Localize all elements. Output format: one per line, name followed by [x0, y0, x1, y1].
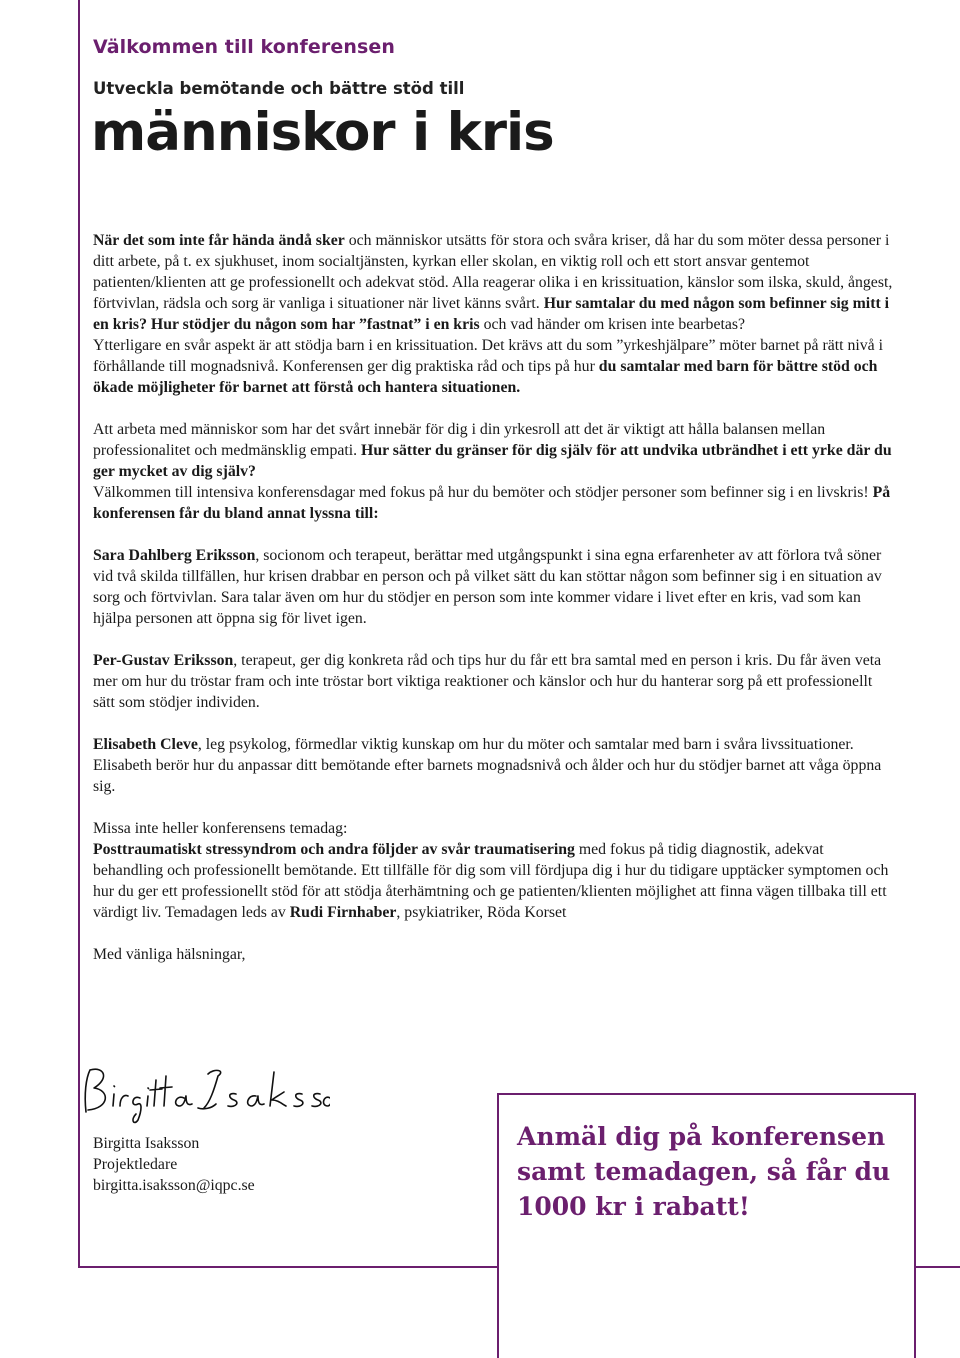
- speaker-sara: [93, 545, 893, 629]
- theme-day-text: med fokus på tidig diagnostik, adekvat behandling och professionellt bemötande. Ett tillfälle för dig som vill fördjupa dig i hur du tidigare upptäcker symptomen och hur du ger ett professionellt stöd för att stödja återhämtning och ge patienten/klienten möjlighet att finna vägen tillbaka till ett värdigt liv. Temadagen leds av: [93, 841, 889, 921]
- theme-day-leader: Rudi Firnhaber: [289, 904, 397, 921]
- subtitle-heading: Utveckla bemötande och bättre stöd till: [93, 79, 465, 98]
- letter-body: [93, 230, 893, 965]
- children-bold: du samtalar med barn för bättre stöd och ökade möjligheter för barnet att förstå och hantera situationen.: [93, 358, 878, 396]
- speaker-name: Per-Gustav Eriksson: [93, 652, 234, 669]
- theme-day-intro: Missa inte heller konferensens temadag:: [93, 820, 348, 837]
- speaker-name: Elisabeth Cleve: [93, 736, 198, 753]
- children-paragraph: [93, 335, 893, 398]
- balance-bold: Hur sätter du gränser för dig själv för att undvika utbrändhet i ett yrke där du ger mycket av dig själv?: [93, 442, 892, 480]
- intro-question-2-rest: och vad händer om krisen inte bearbetas?: [479, 316, 746, 333]
- speaker-description: , leg psykolog, förmedlar viktig kunskap om hur du möter och samtalar med barn i svåra livssituationer. Elisabeth berör hur du anpassar ditt bemötande efter barnets mognadsnivå och ålder och hur du stödjer barnet att våga öppna sig.: [93, 736, 882, 795]
- balance-paragraph: [93, 419, 893, 482]
- theme-day-topic: Posttraumatiskt stressyndrom och andra följder av svår traumatisering: [93, 841, 575, 858]
- speaker-elisabeth: [93, 734, 893, 797]
- speaker-name: Sara Dahlberg Eriksson: [93, 547, 256, 564]
- page-title: människor i kris: [91, 102, 554, 163]
- closing-greeting: Med vänliga hälsningar,: [93, 946, 246, 963]
- theme-day-paragraph: [93, 839, 893, 923]
- speaker-description: , socionom och terapeut, berättar med utgångspunkt i sina egna erfarenheter av att förlora två söner vid två skilda tillfällen, hur krisen drabbar en person och på vilket sätt du kan stöttar någon som befinner sig i en situation av sorg och förtvivlan. Sara talar även om hur du stödjer en person som inte kommer vidare i livet efter en kris, vad som kan hjälpa personen att öppna sig för livet igen.: [93, 547, 882, 627]
- theme-day-leader-role: , psykiatriker, Röda Korset: [396, 904, 567, 921]
- intro-question-2: Hur stödjer du någon som har ”fastnat” i en kris: [146, 316, 480, 333]
- speaker-description: , terapeut, ger dig konkreta råd och tips hur du får ett bra samtal med en person i kris. Du får även veta mer om hur du tröstar fram och inte tröstar bort viktiga reaktioner och känslor och hur du hanterar sorg på ett professionellt sätt som stödjer individen.: [93, 652, 882, 711]
- sender-email: birgitta.isaksson@iqpc.se: [93, 1177, 255, 1194]
- children-text: Ytterligare en svår aspekt är att stödja barn i en krissituation. Det krävs att du som ”yrkeshjälpare” möter barnet på rätt nivå i förhållande till mognadsnivå. Konferensen ger dig praktiska råd och tips på hur: [93, 337, 884, 375]
- intro-text: och människor utsätts för stora och svåra kriser, då har du som möter dessa personer i ditt arbete, på t. ex sjukhuset, inom socialtjänsten, kyrkan eller skolan, en viktig roll och ett stort ansvar gentemot patienten/klienten att ge professionellt och adekvat stöd. Alla reagerar olika i en krissituation, känslor som ilska, skuld, ångest, förtvivlan, rädsla och sorg är vanliga i situationer när livet känns svårt.: [93, 232, 893, 312]
- discount-promo-box: [497, 1093, 916, 1358]
- welcome-bold: På konferensen får du bland annat lyssna till:: [93, 484, 891, 522]
- intro-bold-lead: När det som inte får hända ändå sker: [93, 232, 345, 249]
- sender-name: Birgitta Isaksson: [93, 1135, 200, 1152]
- sender-block: [93, 1133, 255, 1196]
- sender-role: Projektledare: [93, 1156, 178, 1173]
- discount-promo-text: Anmäl dig på konferensen samt temadagen, så får du 1000 kr i rabatt!: [517, 1122, 891, 1221]
- welcome-text: Välkommen till intensiva konferensdagar med fokus på hur du bemöter och stödjer personer som befinner sig i en livskris!: [93, 484, 873, 501]
- signature-image: [80, 1064, 330, 1130]
- welcome-paragraph: [93, 482, 893, 524]
- intro-paragraph: [93, 230, 893, 335]
- speaker-per-gustav: [93, 650, 893, 713]
- intro-question-1: Hur samtalar du med någon som befinner sig mitt i en kris?: [93, 295, 890, 333]
- balance-text: Att arbeta med människor som har det svårt innebär för dig i din yrkesroll att det är viktigt att hålla balansen mellan professionalitet och medmänsklig empati.: [93, 421, 826, 459]
- kicker-heading: Välkommen till konferensen: [93, 36, 395, 58]
